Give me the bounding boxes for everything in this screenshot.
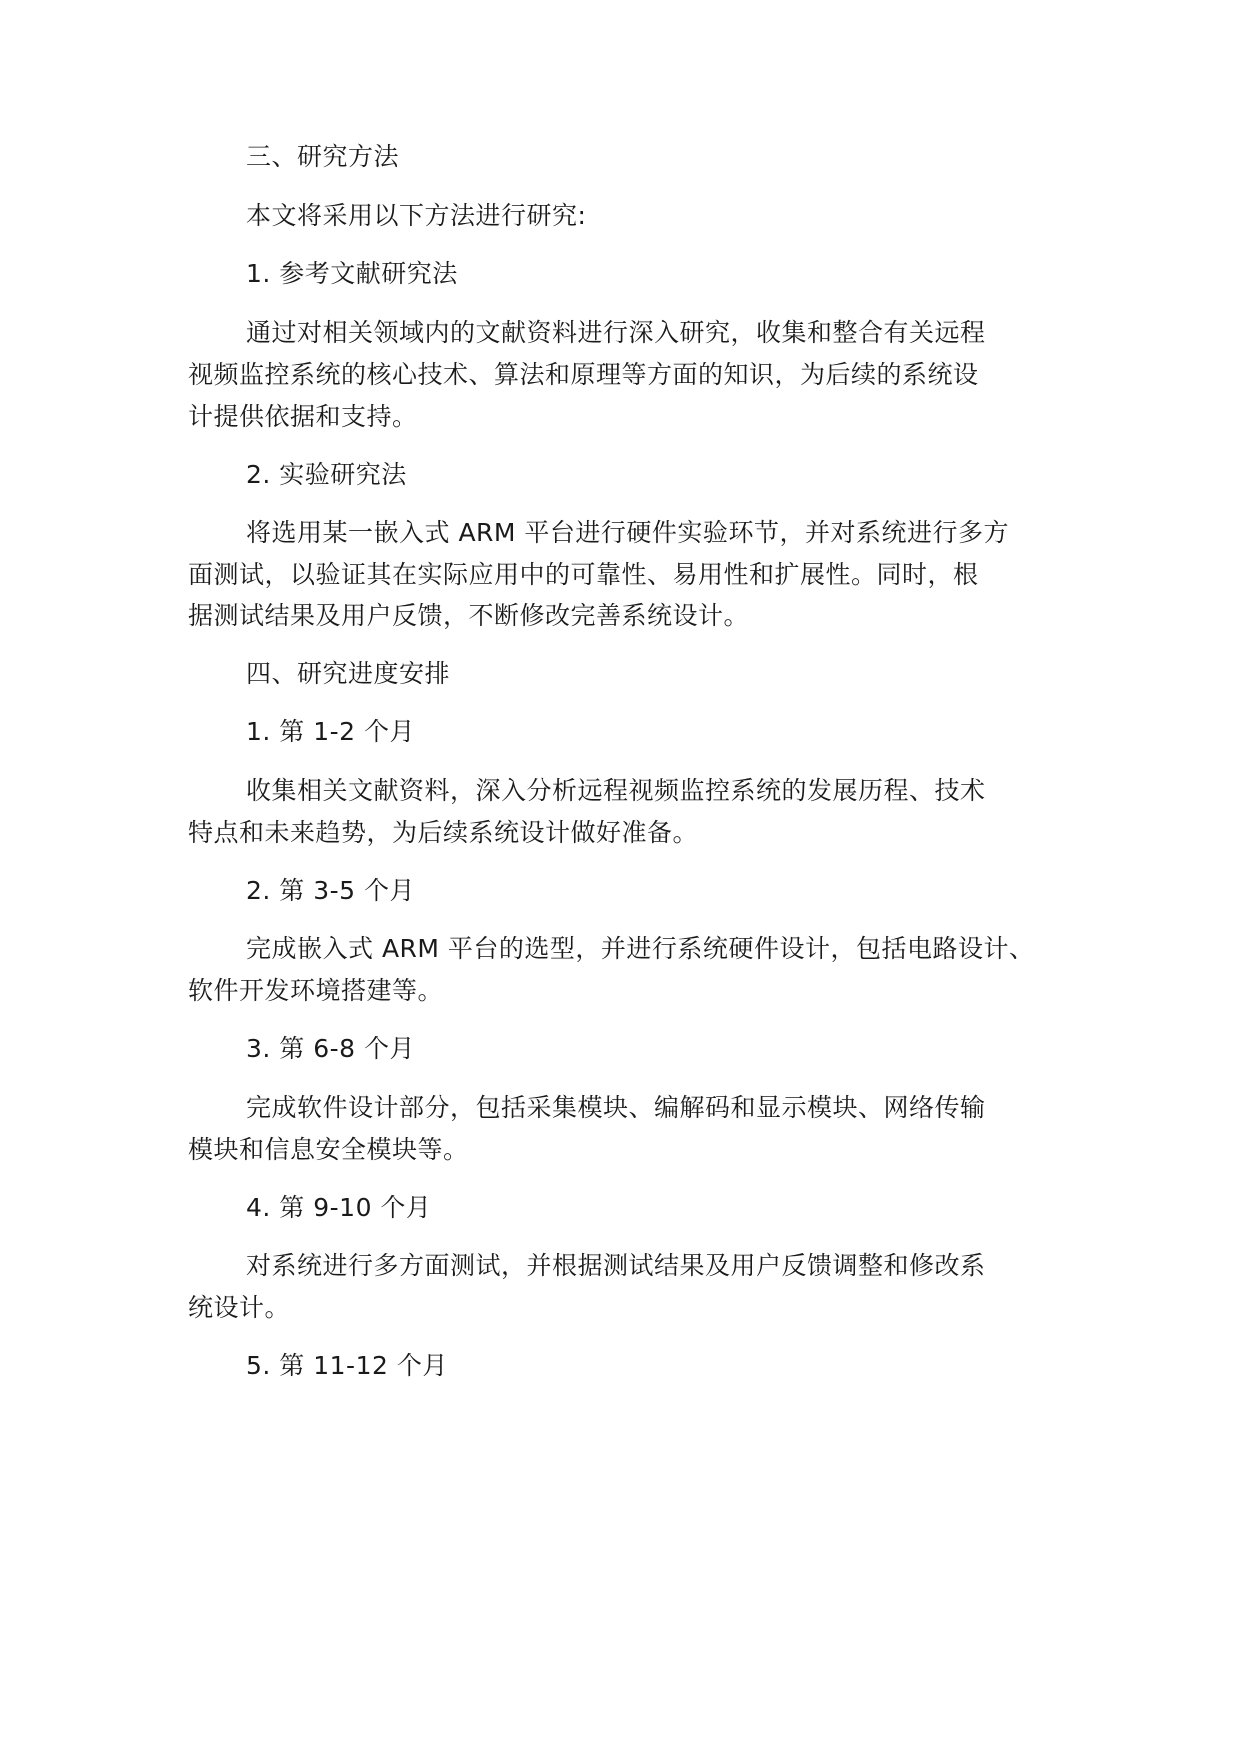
paragraph-line: 模块和信息安全模块等。 — [188, 1135, 469, 1164]
paragraph-line: 完成软件设计部分，包括采集模块、编解码和显示模块、网络传输 — [246, 1093, 986, 1122]
section-heading-research-methods: 三、研究方法 — [246, 142, 400, 171]
paragraph-line: 完成嵌入式 ARM 平台的选型，并进行系统硬件设计，包括电路设计、 — [246, 934, 1035, 963]
subheading-experiment-method: 2. 实验研究法 — [246, 460, 407, 489]
schedule-item-5: 5. 第 11-12 个月 — [246, 1351, 448, 1380]
paragraph-line: 统设计。 — [188, 1293, 291, 1322]
schedule-item-1: 1. 第 1-2 个月 — [246, 717, 416, 746]
section-heading-schedule: 四、研究进度安排 — [246, 659, 451, 688]
schedule-item-3: 3. 第 6-8 个月 — [246, 1034, 416, 1063]
paragraph-line: 面测试，以验证其在实际应用中的可靠性、易用性和扩展性。同时，根 — [188, 560, 979, 589]
paragraph-line: 特点和未来趋势，为后续系统设计做好准备。 — [188, 818, 699, 847]
paragraph-intro: 本文将采用以下方法进行研究: — [246, 201, 587, 230]
paragraph-line: 对系统进行多方面测试，并根据测试结果及用户反馈调整和修改系 — [246, 1251, 986, 1280]
paragraph-line: 收集相关文献资料，深入分析远程视频监控系统的发展历程、技术 — [246, 776, 986, 805]
paragraph-line: 计提供依据和支持。 — [188, 402, 418, 431]
schedule-item-2: 2. 第 3-5 个月 — [246, 876, 416, 905]
subheading-literature-method: 1. 参考文献研究法 — [246, 259, 458, 288]
paragraph-line: 通过对相关领域内的文献资料进行深入研究，收集和整合有关远程 — [246, 318, 986, 347]
paragraph-line: 将选用某一嵌入式 ARM 平台进行硬件实验环节，并对系统进行多方 — [246, 518, 1009, 547]
paragraph-line: 软件开发环境搭建等。 — [188, 976, 444, 1005]
paragraph-line: 视频监控系统的核心技术、算法和原理等方面的知识，为后续的系统设 — [188, 360, 979, 389]
paragraph-line: 据测试结果及用户反馈，不断修改完善系统设计。 — [188, 601, 750, 630]
schedule-item-4: 4. 第 9-10 个月 — [246, 1193, 432, 1222]
